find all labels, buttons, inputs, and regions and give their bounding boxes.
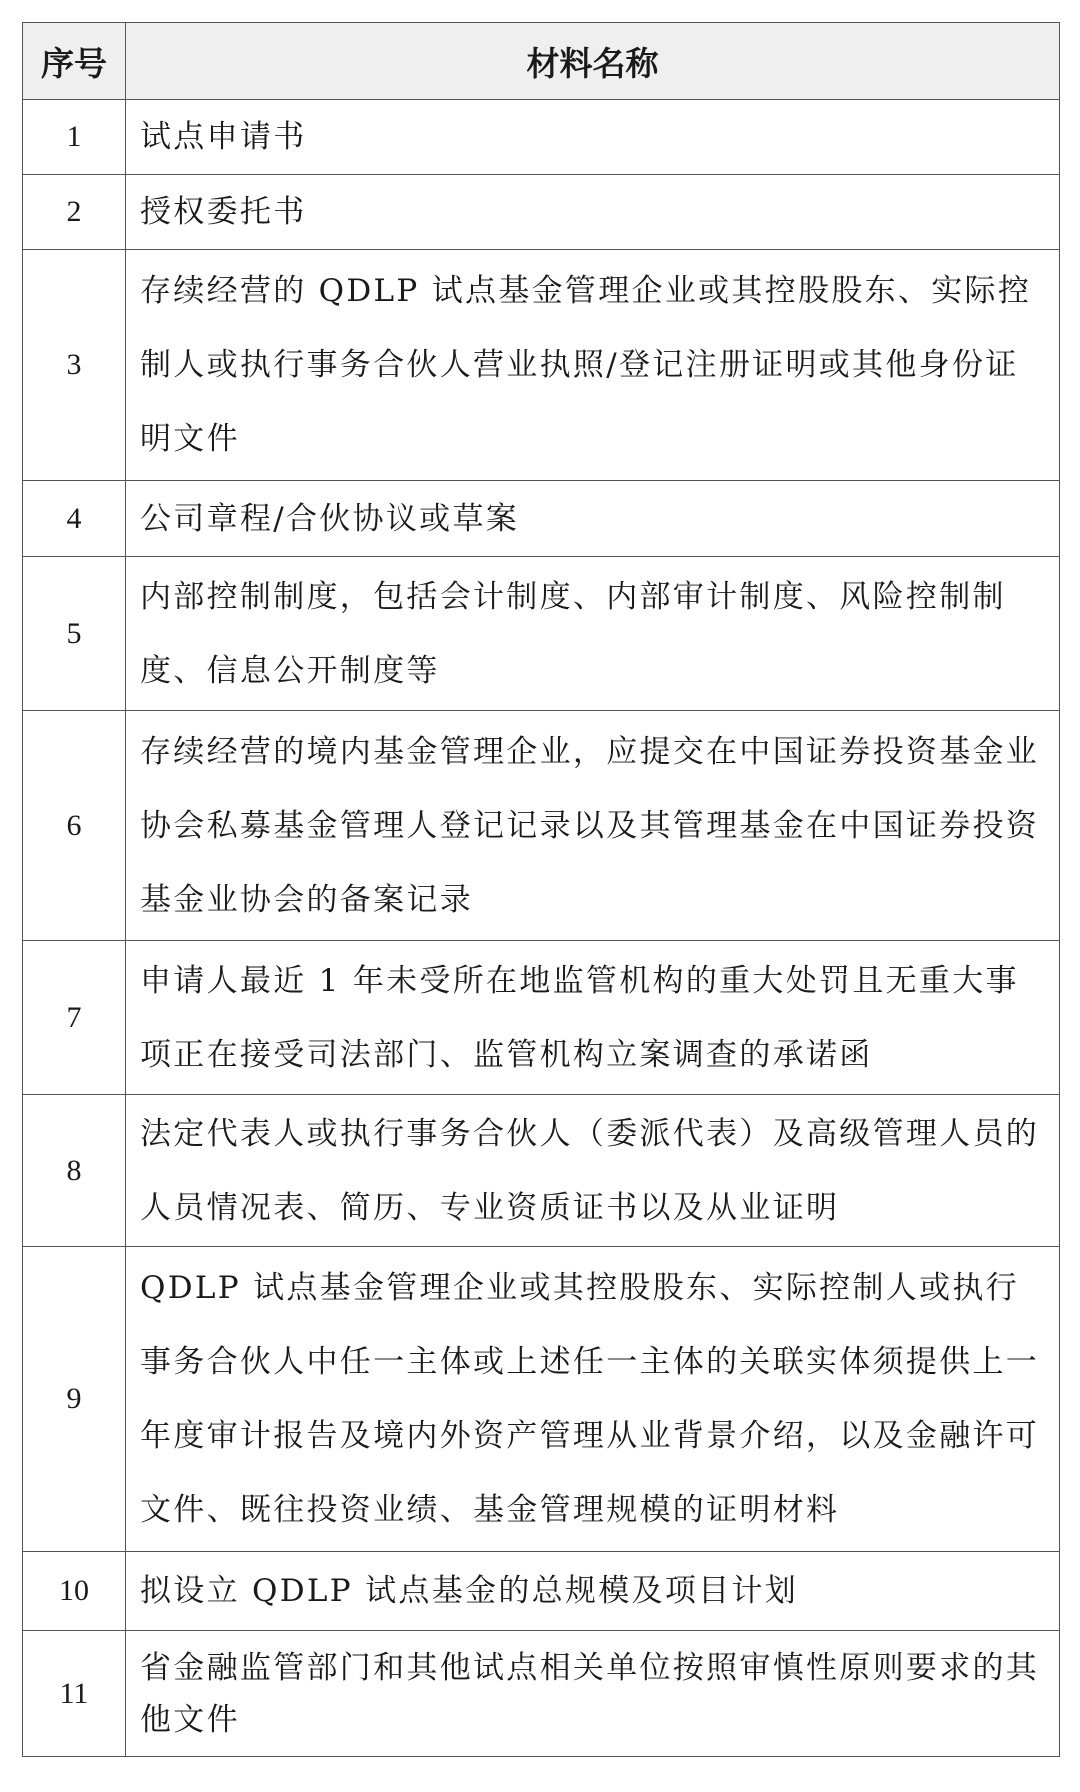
row-number: 3 [23, 250, 126, 481]
materials-table [22, 22, 1060, 1757]
row-material-name: 内部控制制度，包括会计制度、内部审计制度、风险控制制度、信息公开制度等 [126, 557, 1060, 711]
row-material-name: 存续经营的 QDLP 试点基金管理企业或其控股股东、实际控制人或执行事务合伙人营业执照/登记注册证明或其他身份证明文件 [126, 250, 1060, 481]
table-row [23, 711, 1060, 941]
row-material-name: 试点申请书 [126, 100, 1060, 175]
row-material-name: 公司章程/合伙协议或草案 [126, 481, 1060, 557]
table-row [23, 1247, 1060, 1552]
row-number: 5 [23, 557, 126, 711]
row-number: 9 [23, 1247, 126, 1552]
row-material-name: 拟设立 QDLP 试点基金的总规模及项目计划 [126, 1552, 1060, 1631]
header-serial-number: 序号 [23, 23, 126, 100]
row-material-name: 法定代表人或执行事务合伙人（委派代表）及高级管理人员的人员情况表、简历、专业资质证书以及从业证明 [126, 1095, 1060, 1247]
table-row [23, 557, 1060, 711]
table-row [23, 941, 1060, 1095]
row-number: 1 [23, 100, 126, 175]
table-row [23, 175, 1060, 250]
row-number: 6 [23, 711, 126, 941]
table-row [23, 1552, 1060, 1631]
row-material-name: 授权委托书 [126, 175, 1060, 250]
table-row [23, 1095, 1060, 1247]
table-row [23, 100, 1060, 175]
table-row [23, 250, 1060, 481]
table-row [23, 1631, 1060, 1757]
row-material-name: 省金融监管部门和其他试点相关单位按照审慎性原则要求的其他文件 [126, 1631, 1060, 1757]
row-number: 10 [23, 1552, 126, 1631]
row-number: 2 [23, 175, 126, 250]
row-number: 11 [23, 1631, 126, 1757]
row-number: 7 [23, 941, 126, 1095]
row-number: 4 [23, 481, 126, 557]
table-header-row [23, 23, 1060, 100]
row-material-name: QDLP 试点基金管理企业或其控股股东、实际控制人或执行事务合伙人中任一主体或上述任一主体的关联实体须提供上一年度审计报告及境内外资产管理从业背景介绍，以及金融许可文件、既往投资业绩、基金管理规模的证明材料 [126, 1247, 1060, 1552]
table-row [23, 481, 1060, 557]
row-material-name: 申请人最近 1 年未受所在地监管机构的重大处罚且无重大事项正在接受司法部门、监管机构立案调查的承诺函 [126, 941, 1060, 1095]
header-material-name: 材料名称 [126, 23, 1060, 100]
row-number: 8 [23, 1095, 126, 1247]
row-material-name: 存续经营的境内基金管理企业，应提交在中国证券投资基金业协会私募基金管理人登记记录以及其管理基金在中国证券投资基金业协会的备案记录 [126, 711, 1060, 941]
